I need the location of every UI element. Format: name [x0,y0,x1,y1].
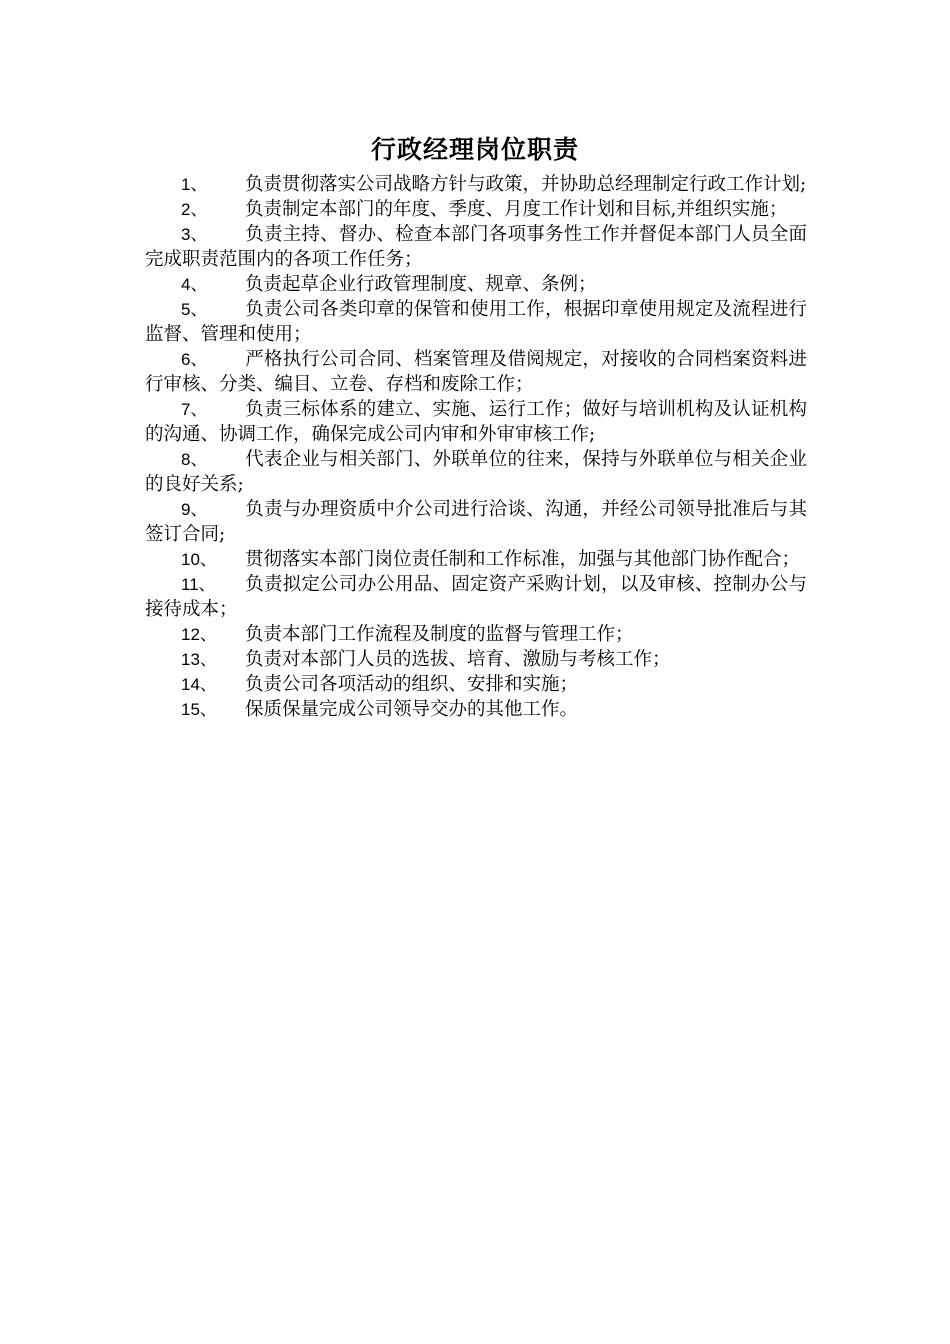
list-item [145,672,807,697]
item-text: 保质保量完成公司领导交办的其他工作。 [245,699,579,720]
item-text: 负责贯彻落实公司战略方针与政策，并协助总经理制定行政工作计划; [245,174,807,195]
item-text: 负责拟定公司办公用品、固定资产采购计划，以及审核、控制办公与接待成本； [145,574,807,620]
item-number: 14、 [181,675,217,694]
list-item [145,222,807,272]
item-number: 6、 [181,350,208,369]
list-item [145,347,807,397]
list-item [145,397,807,447]
list-item [145,172,807,197]
list-item [145,547,807,572]
item-number: 8、 [181,450,208,469]
item-text: 负责起草企业行政管理制度、规章、条例； [245,274,597,295]
item-number: 3、 [181,225,208,244]
list-item [145,447,807,497]
list-item [145,697,807,722]
document-title: 行政经理岗位职责 [370,135,579,164]
item-number: 11、 [181,575,216,594]
list-item [145,297,807,347]
item-number: 1、 [181,175,208,194]
duty-list [145,172,807,722]
item-text: 负责主持、督办、检查本部门各项事务性工作并督促本部门人员全面完成职责范围内的各项工作任务； [145,224,807,270]
item-text: 代表企业与相关部门、外联单位的往来，保持与外联单位与相关企业的良好关系; [145,449,807,495]
list-item [145,197,807,222]
item-text: 负责对本部门人员的选拔、培育、激励与考核工作； [245,649,671,670]
item-text: 贯彻落实本部门岗位责任制和工作标准，加强与其他部门协作配合； [245,549,801,570]
item-text: 负责本部门工作流程及制度的监督与管理工作； [245,624,634,645]
item-text: 负责与办理资质中介公司进行洽谈、沟通，并经公司领导批准后与其签订合同; [145,499,807,545]
item-number: 5、 [181,300,208,319]
list-item [145,622,807,647]
list-item [145,272,807,297]
item-text: 严格执行公司合同、档案管理及借阅规定，对接收的合同档案资料进行审核、分类、编目、立卷、存档和废除工作； [145,349,807,395]
item-number: 10、 [181,550,217,569]
item-number: 2、 [181,200,208,219]
list-item [145,572,807,622]
item-text: 负责三标体系的建立、实施、运行工作；做好与培训机构及认证机构的沟通、协调工作，确保完成公司内审和外审审核工作; [145,399,807,445]
item-number: 9、 [181,500,208,519]
list-item [145,497,807,547]
item-number: 12、 [181,625,217,644]
list-item [145,647,807,672]
item-text: 负责制定本部门的年度、季度、月度工作计划和目标,并组织实施； [245,199,788,220]
item-text: 负责公司各项活动的组织、安排和实施； [245,674,579,695]
item-number: 13、 [181,650,217,669]
item-number: 4、 [181,275,208,294]
item-number: 15、 [181,700,217,719]
item-text: 负责公司各类印章的保管和使用工作，根据印章使用规定及流程进行监督、管理和使用； [145,299,807,345]
item-number: 7、 [181,400,208,419]
